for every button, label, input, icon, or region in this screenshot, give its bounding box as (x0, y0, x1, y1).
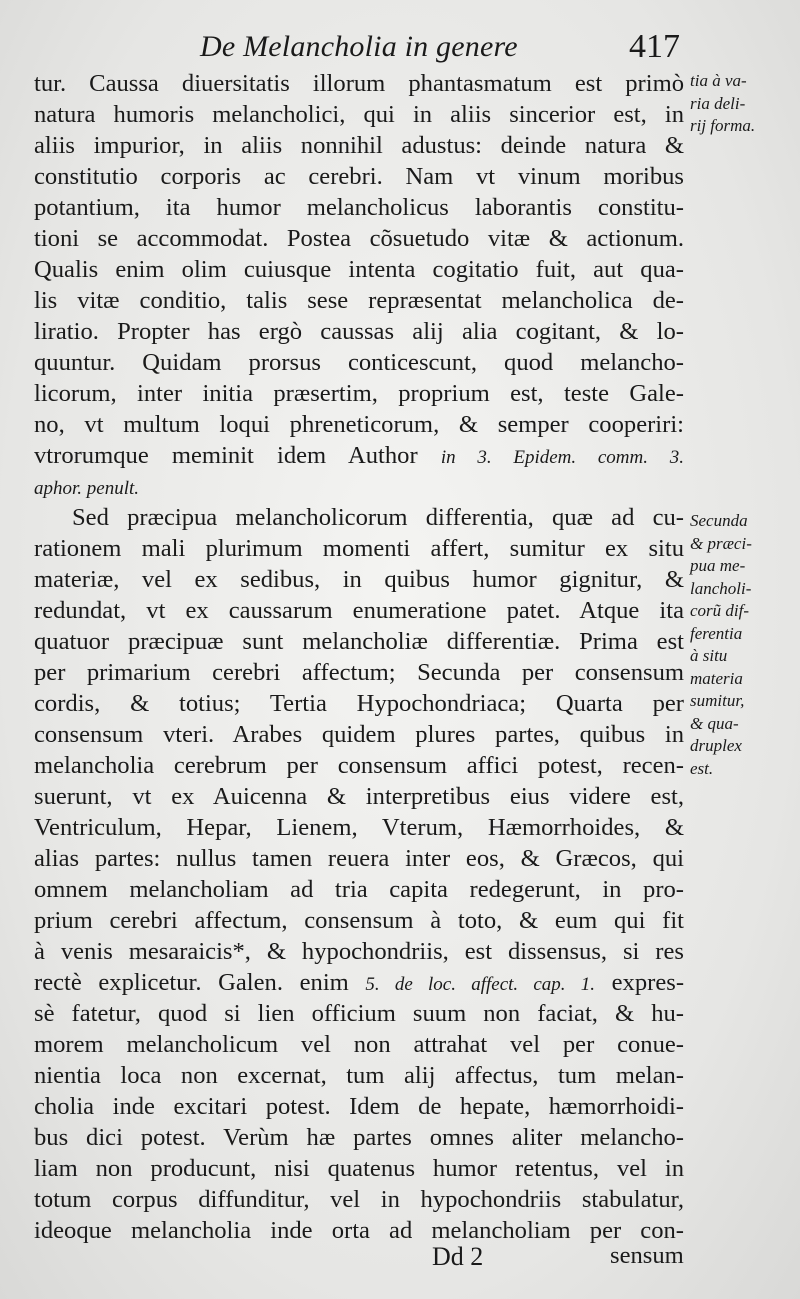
text-line: prium cerebri affectum, consensum à toto, & eum qui fit (34, 907, 684, 934)
text-line: licorum, inter initia præsertim, proprium est, teste Gale- (34, 380, 684, 407)
marginal-line: Secunda (690, 511, 748, 530)
text-line: cholia inde excitari potest. Idem de hepate, hæmorrhoidi- (34, 1093, 684, 1120)
text-line: tur. Caussa diuersitatis illorum phantasmatum est primò (34, 70, 684, 97)
text-line: Qualis enim olim cuiusque intenta cogitatio fuit, aut qua- (34, 256, 684, 283)
text-line: consensum vteri. Arabes quidem plures partes, quibus in (34, 721, 684, 748)
text-line: omnem melancholiam ad tria capita redegerunt, in pro- (34, 876, 684, 903)
marginal-note-2 (690, 510, 798, 780)
catchword: sensum (610, 1242, 684, 1269)
text-line: quatuor præcipuæ sunt melancholiæ differentiæ. Prima est (34, 628, 684, 655)
text-line: liratio. Propter has ergò caussas alij alia cogitant, & lo- (34, 318, 684, 345)
text-line: melancholia cerebrum per consensum affici potest, recen- (34, 752, 684, 779)
marginal-line: corũ dif- (690, 601, 750, 620)
main-text (34, 68, 684, 1246)
text-line: à venis mesaraicis*, & hypochondriis, est dissensus, si res (34, 938, 684, 965)
marginal-line: lancholi- (690, 578, 752, 598)
marginal-line: tia à va- (690, 71, 747, 90)
text-line: alias partes: nullus tamen reuera inter eos, & Græcos, qui (34, 845, 684, 872)
marginal-line: materia (690, 668, 743, 688)
text-line: redundat, vt ex caussarum enumeratione patet. Atque ita (34, 597, 684, 624)
citation-epidemics: in 3. Epidem. comm. 3. (440, 447, 684, 468)
text-line (34, 440, 684, 471)
text-line: aliis impurior, in aliis nonnihil adustus: deinde natura & (34, 132, 684, 159)
signature-mark: Dd 2 (432, 1242, 484, 1271)
marginal-line: ria deli- (690, 93, 746, 113)
text-line: per primarium cerebri affectum; Secunda per consensum (34, 659, 684, 686)
marginal-line: ferentia (690, 623, 743, 643)
text-line (34, 471, 684, 502)
marginal-line: à situ (690, 646, 728, 665)
marginal-line: druplex (690, 736, 742, 755)
marginal-line: est. (690, 758, 714, 778)
text-line: liam non producunt, nisi quatenus humor retentus, vel in (34, 1155, 684, 1182)
citation-continued: aphor. penult. (34, 478, 140, 499)
text-line: materiæ, vel ex sedibus, in quibus humor gignitur, & (34, 566, 684, 593)
text-line: potantium, ita humor melancholicus laborantis constitu- (34, 194, 684, 221)
text-line: lis vitæ conditio, talis sese repræsentat melancholica de- (34, 287, 684, 314)
text-line: quuntur. Quidam prorsus conticescunt, quod melancho- (34, 349, 684, 376)
paragraph-start-line: Sed præcipua melancholicorum differentia, quæ ad cu- (72, 504, 684, 531)
text-line (34, 967, 684, 998)
page-number: 417 (629, 28, 680, 65)
text-fragment: vtrorumque meminit idem Author (34, 442, 418, 469)
marginal-line: pua me- (690, 556, 746, 575)
text-line: rationem mali plurimum momenti affert, sumitur ex situ (34, 535, 684, 562)
marginal-line: & qua- (690, 713, 739, 733)
text-fragment: rectè explicetur. Galen. enim (34, 969, 366, 996)
running-title: De Melancholia in genere (200, 30, 518, 63)
text-line: bus dici potest. Verùm hæ partes omnes aliter melancho- (34, 1124, 684, 1151)
page-header (200, 28, 680, 72)
text-line: morem melancholicum vel non attrahat vel per conue- (34, 1031, 684, 1058)
text-line: natura humoris melancholici, qui in aliis sincerior est, in (34, 101, 684, 128)
text-line: suerunt, vt ex Auicenna & interpretibus eius videre est, (34, 783, 684, 810)
marginal-line: & præci- (690, 533, 752, 553)
marginal-line: sumitur, (690, 691, 745, 710)
text-line: tioni se accommodat. Postea cõsuetudo vitæ & actionum. (34, 225, 684, 252)
text-line: Ventriculum, Hepar, Lienem, Vterum, Hæmorrhoides, & (34, 814, 684, 841)
text-line: sè fatetur, quod si lien officium suum non faciat, & hu- (34, 1000, 684, 1027)
text-line: cordis, & totius; Tertia Hypochondriaca; Quarta per (34, 690, 684, 717)
marginal-line: rij forma. (690, 116, 756, 135)
text-fragment: expres- (595, 969, 685, 996)
marginal-note-1 (690, 70, 798, 138)
text-line: no, vt multum loqui phreneticorum, & semper cooperiri: (34, 411, 684, 438)
text-line: constitutio corporis ac cerebri. Nam vt vinum moribus (34, 163, 684, 190)
citation-galen: 5. de loc. affect. cap. 1. (365, 974, 596, 995)
text-line: ideoque melancholia inde orta ad melancholiam per con- (34, 1217, 684, 1244)
text-line: totum corpus diffunditur, vel in hypochondriis stabulatur, (34, 1186, 684, 1213)
text-line: nientia loca non excernat, tum alij affectus, tum melan- (34, 1062, 684, 1089)
